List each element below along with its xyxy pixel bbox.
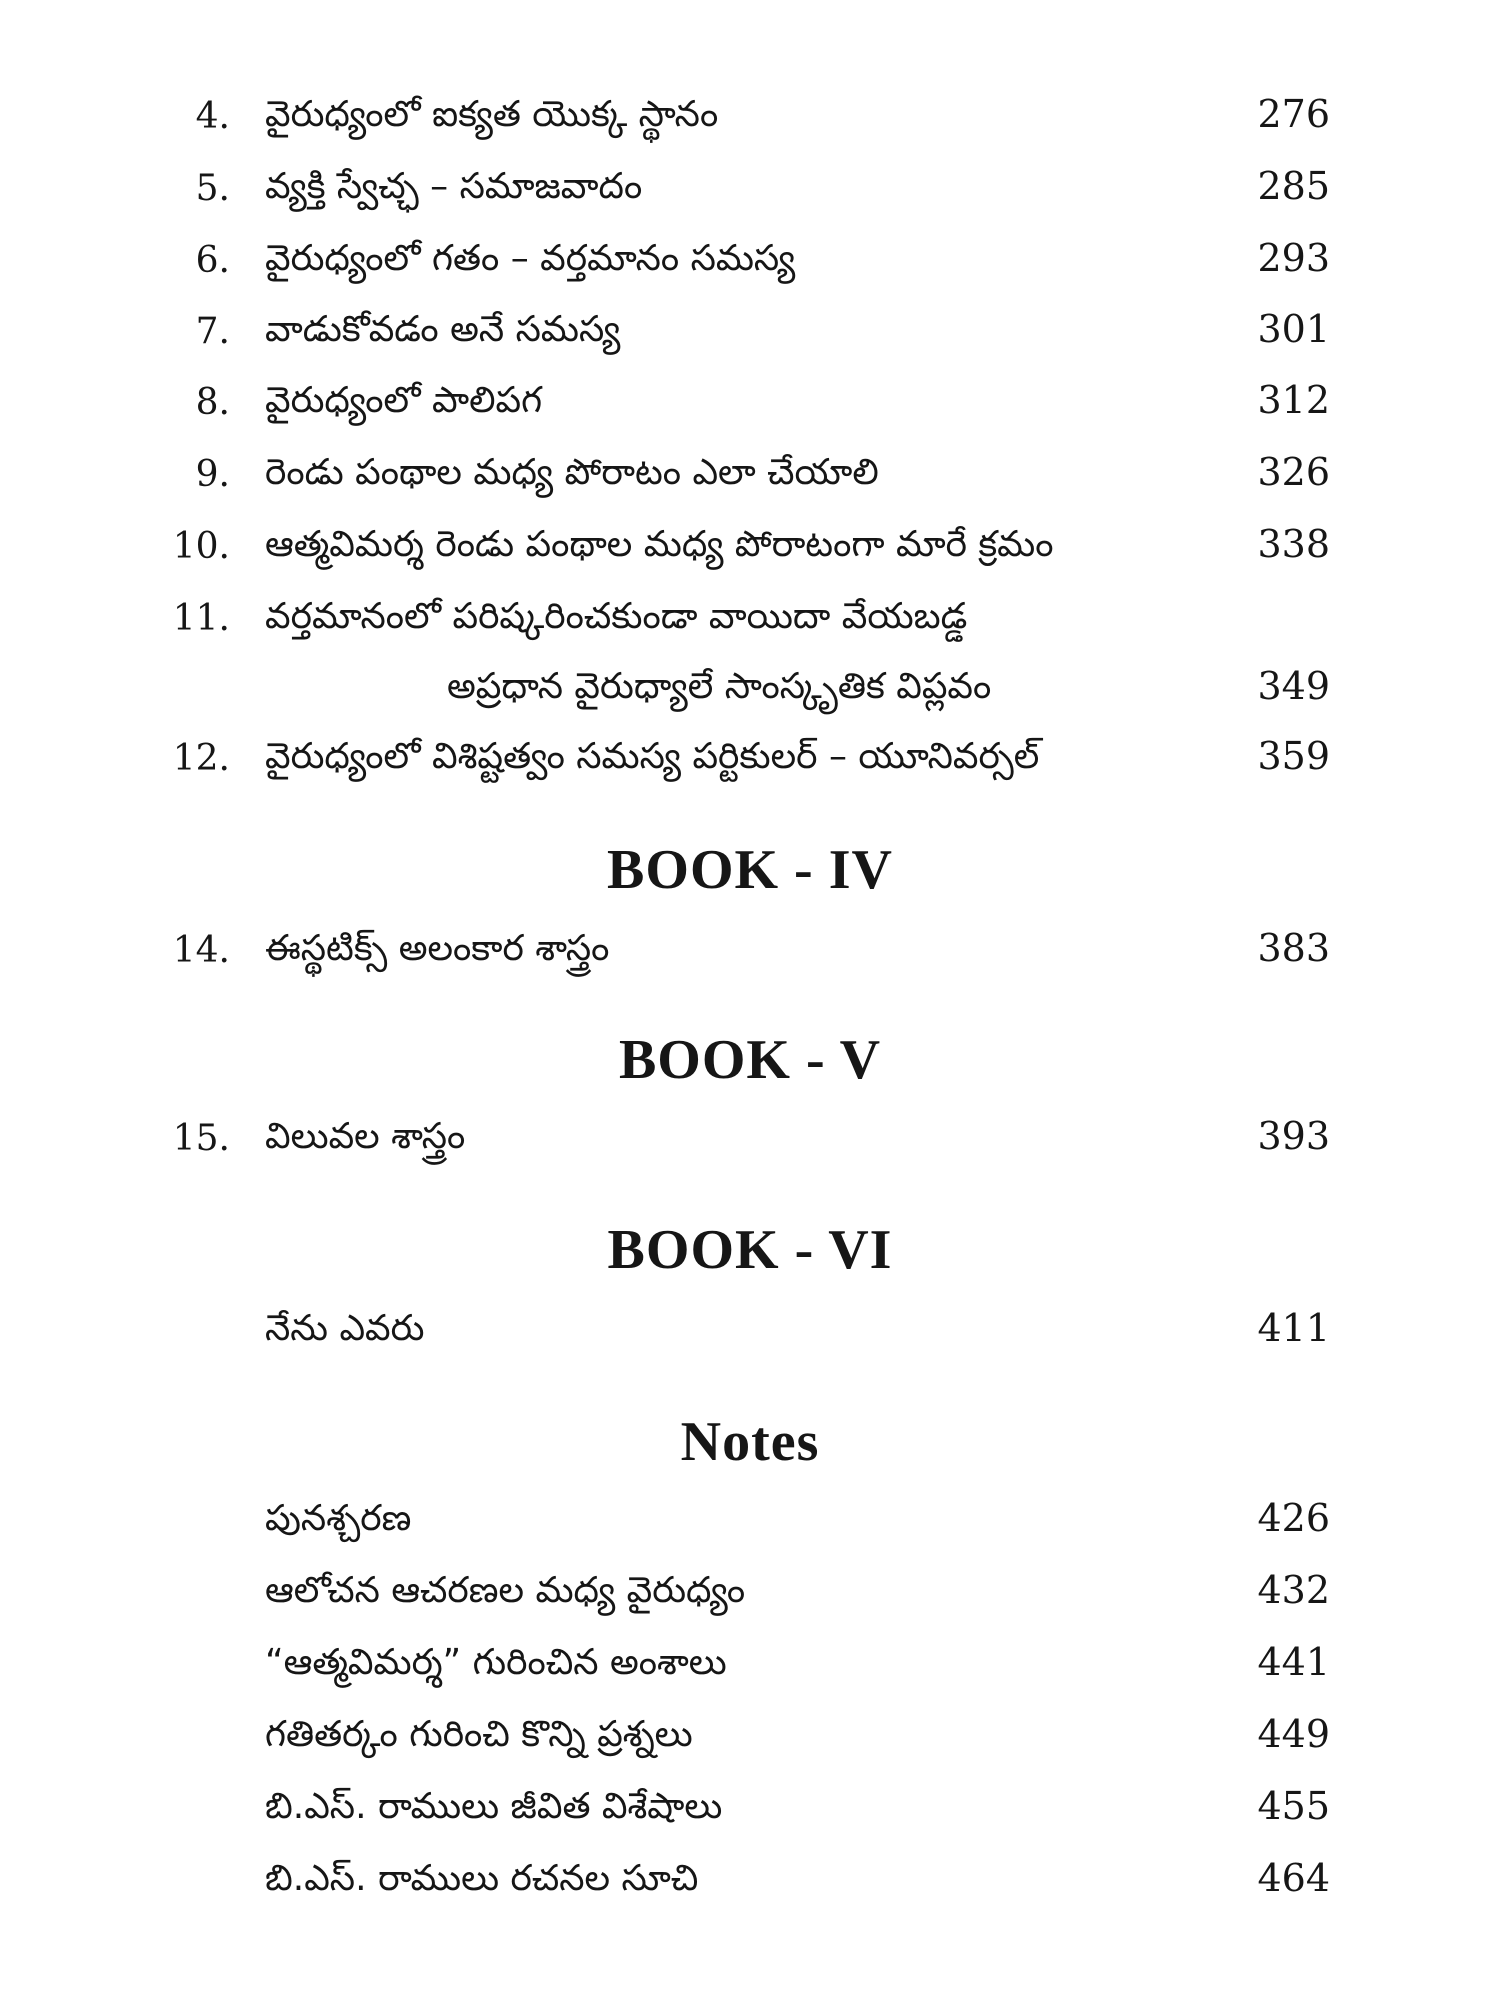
entry-title: వ్యక్తి స్వేచ్ఛ – సమాజవాదం — [265, 166, 643, 207]
entry-title: వాడుకోవడం అనే సమస్య — [265, 309, 621, 350]
entry-title: నేను ఎవరు — [265, 1308, 425, 1349]
toc-entry — [150, 88, 1330, 148]
book-4-heading: BOOK - IV — [607, 839, 893, 901]
entry-page: 464 — [1257, 1856, 1330, 1900]
entry-page: 349 — [1257, 664, 1330, 708]
entry-page: 383 — [1257, 926, 1330, 970]
entry-page: 411 — [1257, 1306, 1330, 1350]
entry-title: రెండు పంథాల మధ్య పోరాటం ఎలా చేయాలి — [265, 452, 879, 493]
notes-heading: Notes — [680, 1411, 820, 1473]
toc-entry — [150, 446, 1330, 506]
toc-entry — [150, 1564, 1330, 1624]
book-6-heading: BOOK - VI — [607, 1219, 893, 1281]
entry-number: 15. — [172, 1118, 230, 1159]
entry-title: ఆత్మవిమర్శ రెండు పంథాల మధ్య పోరాటంగా మారే క్రమం — [265, 524, 1054, 565]
toc-entry — [150, 1708, 1330, 1768]
entry-title: వైరుధ్యంలో గతం – వర్తమానం సమస్య — [265, 238, 796, 279]
entry-number: 10. — [172, 526, 230, 567]
toc-entry — [150, 590, 1330, 650]
entry-title: వైరుధ్యంలో పాలిపగ — [265, 380, 543, 421]
entry-title: అప్రధాన వైరుధ్యాలే సాంస్కృతిక విప్లవం — [447, 666, 992, 707]
toc-entry — [150, 922, 1330, 982]
entry-title: బి.ఎస్. రాములు జీవిత విశేషాలు — [265, 1786, 723, 1827]
entry-title: పునశ్చరణ — [265, 1498, 412, 1539]
entry-number: 11. — [172, 598, 230, 639]
entry-number: 9. — [195, 454, 230, 495]
book-5-heading: BOOK - V — [618, 1029, 882, 1091]
toc-entry — [150, 1110, 1330, 1170]
entry-title: బి.ఎస్. రాములు రచనల సూచి — [265, 1858, 699, 1899]
entry-page: 426 — [1257, 1496, 1330, 1540]
entry-number: 5. — [195, 168, 230, 209]
entry-title: గతితర్కం గురించి కొన్ని ప్రశ్నలు — [265, 1714, 693, 1755]
entry-number: 8. — [195, 382, 230, 423]
entry-page: 326 — [1257, 450, 1330, 494]
entry-page: 441 — [1257, 1640, 1330, 1684]
entry-page: 338 — [1257, 522, 1330, 566]
entry-page: 276 — [1257, 92, 1330, 136]
toc-entry — [150, 1780, 1330, 1840]
entry-page: 449 — [1257, 1712, 1330, 1756]
entry-number: 7. — [195, 311, 230, 352]
toc-entry — [150, 1302, 1330, 1362]
toc-entry — [150, 1852, 1330, 1912]
entry-title: “ఆత్మవిమర్శ” గురించిన అంశాలు — [265, 1642, 727, 1683]
entry-title: వైరుధ్యంలో ఐక్యత యొక్క స్థానం — [265, 94, 719, 135]
toc-entry — [150, 232, 1330, 292]
entry-title: వైరుధ్యంలో విశిష్టత్వం సమస్య పర్టికులర్ – యూనివర్సల్ — [265, 736, 1040, 777]
entry-page: 285 — [1257, 164, 1330, 208]
entry-page: 301 — [1257, 307, 1330, 351]
entry-number: 4. — [195, 96, 230, 137]
entry-number: 14. — [172, 930, 230, 971]
entry-page: 455 — [1257, 1784, 1330, 1828]
entry-page: 432 — [1257, 1568, 1330, 1612]
entry-title: ఆలోచన ఆచరణల మధ్య వైరుధ్యం — [265, 1570, 746, 1611]
toc-entry — [150, 518, 1330, 578]
toc-entry — [150, 730, 1330, 790]
toc-entry-continuation — [150, 660, 1330, 720]
entry-number: 6. — [195, 240, 230, 281]
entry-page: 293 — [1257, 236, 1330, 280]
toc-entry — [150, 160, 1330, 220]
toc-entry — [150, 374, 1330, 434]
entry-title: విలువల శాస్త్రం — [265, 1116, 466, 1157]
entry-page: 393 — [1257, 1114, 1330, 1158]
toc-entry — [150, 1636, 1330, 1696]
entry-page: 312 — [1257, 378, 1330, 422]
toc-entry — [150, 303, 1330, 363]
toc-entry — [150, 1492, 1330, 1552]
entry-title: వర్తమానంలో పరిష్కరించకుండా వాయిదా వేయబడ్డ — [265, 596, 968, 637]
entry-page: 359 — [1257, 734, 1330, 778]
entry-title: ఈస్థటిక్స్ అలంకార శాస్త్రం — [265, 928, 610, 969]
entry-number: 12. — [172, 738, 230, 779]
